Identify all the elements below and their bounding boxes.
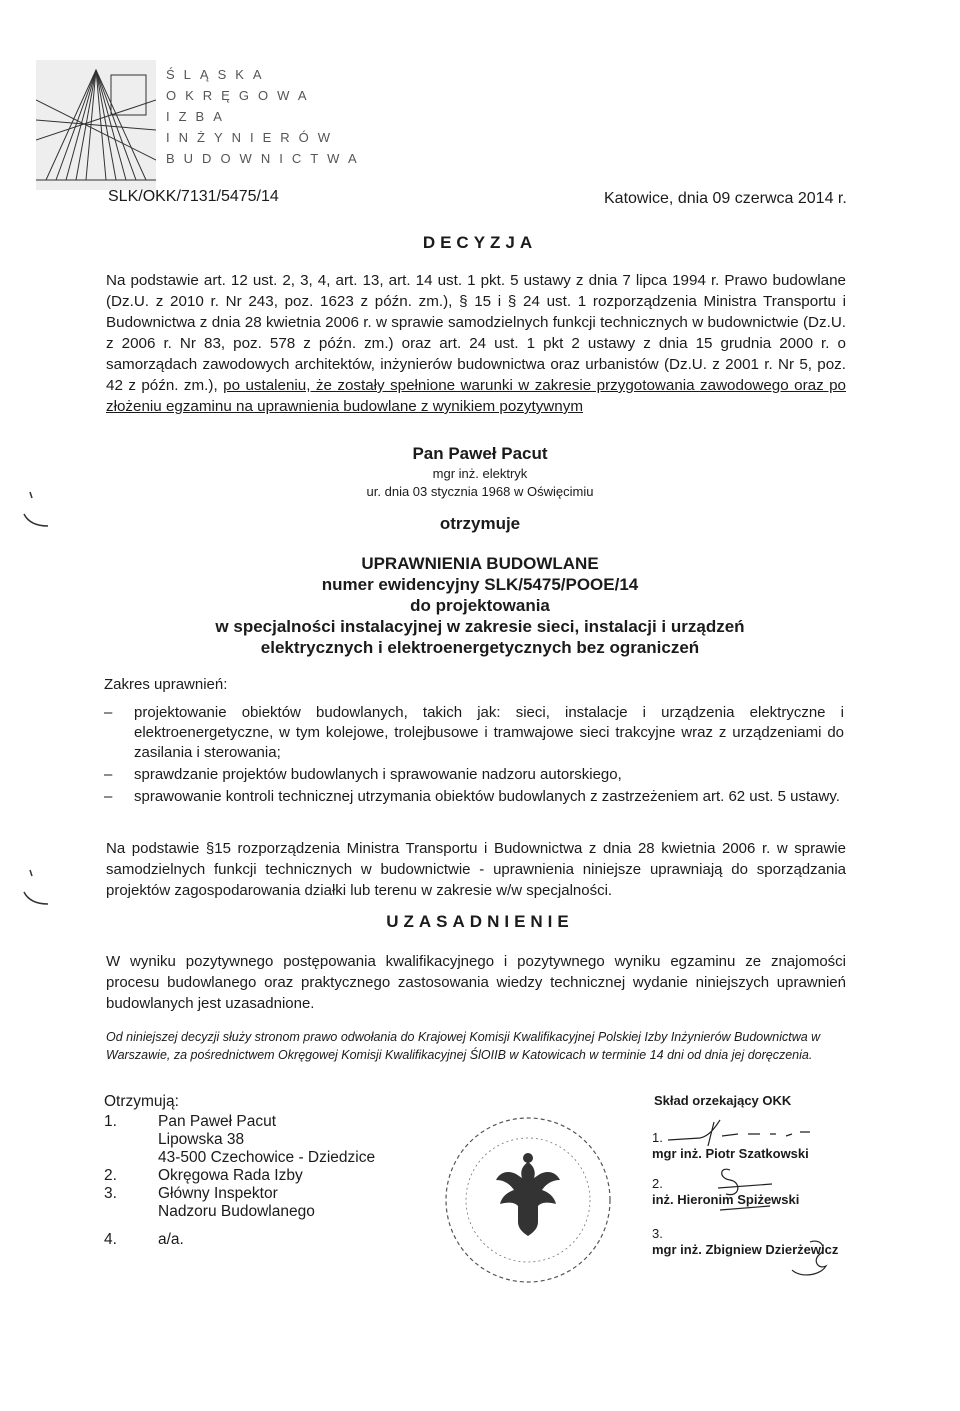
recipient-line: Okręgowa Rada Izby [158, 1167, 303, 1184]
board-member-number: 3. [652, 1226, 663, 1241]
recipient-number: 2. [104, 1167, 117, 1184]
basis-paragraph: Na podstawie §15 rozporządzenia Ministra Transportu i Budownictwa z dnia 28 kwietnia 2006 r. w sprawie samodzielnych funkcji technicznych w budownictwie - uprawnienia niniejsze uprawniają do sporządzania projektów zagospodarowania działki lub terenu w zakresie w/w specjalności. [106, 840, 846, 899]
scope-item: – sprawdzanie projektów budowlanych i sprawowanie nadzoru autorskiego, [104, 766, 622, 783]
person-title: mgr inż. elektryk [432, 466, 528, 481]
board-title: Skład orzekający OKK [654, 1093, 792, 1108]
date-line: Katowice, dnia 09 czerwca 2014 r. [604, 190, 847, 207]
recipient-item [104, 1167, 375, 1185]
chamber-logo [36, 60, 156, 190]
chamber-name [166, 64, 366, 169]
scope-item: – projektowanie obiektów budowlanych, takich jak: sieci, instalacje i urządzenia elektryczne i elektroenergetyczne, w tym kolejowe, trolejbusowe i tramwajowe sieci trakcyjne wraz z urządzeniami do zasilania i sterowania; [104, 704, 844, 761]
scope-item-text: projektowanie obiektów budowlanych, takich jak: sieci, instalacje i urządzenia elektryczne i elektroenergetyczne, w tym kolejowe, trolejbusowe i tramwajowe sieci trakcyjne wraz z urządzeniami do zasilania i sterowania; [134, 704, 844, 761]
receives-label: otrzymuje [439, 514, 521, 533]
document-title: DECYZJA [422, 233, 538, 252]
scope-label: Zakres uprawnień: [104, 676, 228, 693]
recipient-number: 1. [104, 1113, 117, 1130]
board-member-number: 2. [652, 1176, 663, 1191]
official-seal [438, 1110, 618, 1290]
logo-line: ŚLĄSKA [166, 67, 271, 82]
recipients-list [104, 1113, 375, 1249]
scope-item: – sprawowanie kontroli technicznej utrzymania obiektów budowlanych z zastrzeżeniem art. 62 ust. 5 ustawy. [104, 788, 840, 805]
logo-line: IZBA [166, 109, 231, 124]
recipient-item [104, 1231, 375, 1249]
appeal-notice: Od niniejszej decyzji służy stronom prawo odwołania do Krajowej Komisji Kwalifikacyjnej Polskiej Izby Inżynierów Budownictwa w Warszawie, za pośrednictwem Okręgowej Komisji Kwalifikacyjnej ŚlOIIB w Katowicach w terminie 14 dni od dnia jej doręczenia. [106, 1030, 821, 1062]
reference-number: SLK/OKK/7131/5475/14 [108, 188, 279, 205]
legal-basis-finding: po ustaleniu, że zostały spełnione warunki w zakresie przygotowania zawodowego oraz po złożeniu egzaminu na uprawnienia budowlane z wynikiem pozytywnym [106, 377, 846, 415]
scope-list [104, 703, 844, 809]
board-member-name: inż. Hieronim Spiżewski [652, 1192, 800, 1207]
justification-text: W wyniku pozytywnego postępowania kwalifikacyjnego i pozytywnego wyniku egzaminu ze znajomości procesu budowlanego oraz praktycznego zastosowania wiedzy technicznej wydanie niniejszych uprawnień budowlanych jest uzasadnione. [106, 953, 846, 1012]
permission-scope-3: elektrycznych i elektroenergetycznych bez ograniczeń [260, 638, 700, 657]
scope-item-text: sprawdzanie projektów budowlanych i sprawowanie nadzoru autorskiego, [134, 766, 622, 783]
logo-line: OKRĘGOWA [166, 88, 316, 103]
board-member-name: mgr inż. Zbigniew Dzierżewicz [652, 1242, 839, 1257]
board-member-number: 1. [652, 1130, 663, 1145]
scope-item-text: sprawowanie kontroli technicznej utrzymania obiektów budowlanych z zastrzeżeniem art. 62 ust. 5 ustawy. [134, 788, 840, 805]
recipient-item [104, 1185, 375, 1221]
person-block [0, 443, 960, 501]
permission-scope-2: w specjalności instalacyjnej w zakresie sieci, instalacji i urządzeń [215, 617, 745, 636]
recipient-item [104, 1113, 375, 1167]
recipient-number: 3. [104, 1185, 117, 1202]
board-member-name: mgr inż. Piotr Szatkowski [652, 1146, 809, 1161]
person-name: Pan Paweł Pacut [412, 444, 548, 463]
margin-mark [22, 868, 52, 908]
logo-line: BUDOWNICTWA [166, 151, 366, 166]
margin-mark [22, 490, 52, 530]
permission-number: numer ewidencyjny SLK/5475/POOE/14 [321, 575, 639, 594]
recipient-line: Pan Paweł Pacut [158, 1113, 277, 1130]
recipient-line: Główny Inspektor [158, 1185, 278, 1202]
recipients-title: Otrzymują: [104, 1093, 179, 1110]
recipient-line: a/a. [158, 1231, 184, 1248]
logo-line: INŻYNIERÓW [166, 130, 340, 145]
permission-block [0, 553, 960, 658]
justification-title: UZASADNIENIE [386, 912, 574, 931]
handwritten-signatures [660, 1118, 870, 1278]
legal-basis [106, 270, 846, 417]
recipient-line: Nadzoru Budowlanego [158, 1203, 315, 1220]
recipient-line: Lipowska 38 [158, 1131, 245, 1148]
recipient-number: 4. [104, 1231, 117, 1248]
permission-title: UPRAWNIENIA BUDOWLANE [361, 554, 599, 573]
permission-scope-1: do projektowania [410, 596, 550, 615]
legal-basis-text: Na podstawie art. 12 ust. 2, 3, 4, art. 13, art. 14 ust. 1 pkt. 5 ustawy z dnia 7 lipca 1994 r. Prawo budowlane (Dz.U. z 2010 r. Nr 243, poz. 1623 z późn. zm.), § 15 i § 24 ust. 1 rozporządzenia Ministra Transportu i Budownictwa z dnia 28 kwietnia 2006 r. w sprawie samodzielnych funkcji technicznych w budownictwie (Dz.U. z 2006 r. Nr 83, poz. 578 z późn. zm.) oraz art. 24 ust. 1 pkt 2 ustawy z dnia 15 grudnia 2000 r. o samorządach zawodowych architektów, inżynierów budownictwa oraz urbanistów (Dz.U. z 2001 r. Nr 5, poz. 42 z późn. zm.), [106, 272, 846, 394]
recipient-line: 43-500 Czechowice - Dziedzice [158, 1149, 376, 1166]
person-birth: ur. dnia 03 stycznia 1968 w Oświęcimiu [366, 484, 594, 499]
